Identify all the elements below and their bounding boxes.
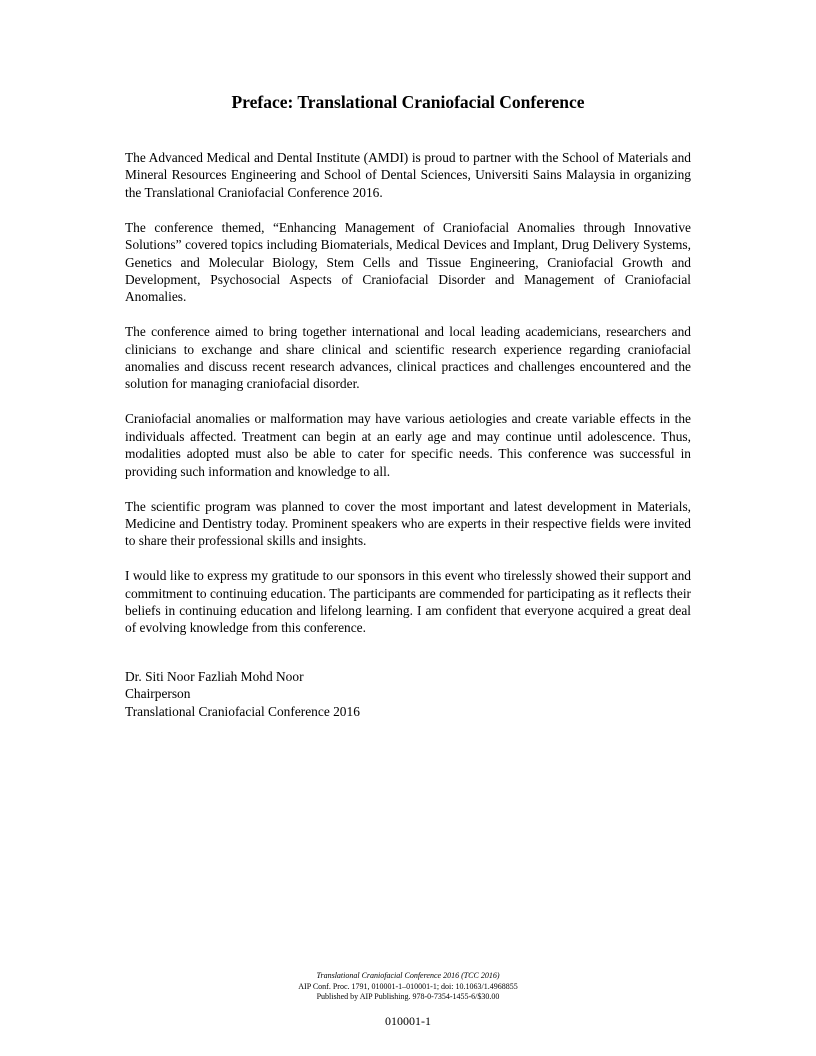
page-number: 010001-1 [385, 1014, 431, 1028]
page-title: Preface: Translational Craniofacial Conference [231, 92, 585, 112]
footer-citation: AIP Conf. Proc. 1791, 010001-1–010001-1; doi: 10.1063/1.4968855 [298, 981, 518, 991]
paragraph-anomalies: Craniofacial anomalies or malformation may have various aetiologies and create variable effects in the individuals affected. Treatment can begin at an early age and may continue until adolescence. Thus, modalities adopted must also be able to cater for specific needs. This conference was successful in providing such information and knowledge to all. [125, 411, 691, 479]
paragraph-themes: The conference themed, “Enhancing Management of Craniofacial Anomalies through Innovative Solutions” covered topics including Biomaterials, Medical Devices and Implant, Drug Delivery Systems, Genetics and Molecular Biology, Stem Cells and Tissue Engineering, Craniofacial Growth and Development, Psychosocial Aspects of Craniofacial Disorder and Management of Craniofacial Anomalies. [125, 219, 691, 305]
signature-organization: Translational Craniofacial Conference 2016 [125, 703, 360, 719]
preface-body [125, 149, 691, 654]
signature-role: Chairperson [125, 686, 191, 702]
paragraph-intro: The Advanced Medical and Dental Institute (AMDI) is proud to partner with the School of Materials and Mineral Resources Engineering and School of Dental Sciences, Universiti Sains Malaysia in organizing the Translational Craniofacial Conference 2016. [125, 150, 691, 200]
signature-block [125, 668, 360, 720]
paragraph-gratitude: I would like to express my gratitude to our sponsors in this event who tirelessly showed their support and commitment to continuing education. The participants are commended for participating as it reflects their beliefs in continuing education and lifelong learning. I am confident that everyone acquired a great deal of evolving knowledge from this conference. [125, 568, 691, 636]
paragraph-program: The scientific program was planned to cover the most important and latest development in Materials, Medicine and Dentistry today. Prominent speakers who are experts in their respective fields were invited to share their professional skills and insights. [125, 498, 691, 549]
paragraph-aims: The conference aimed to bring together international and local leading academicians, researchers and clinicians to exchange and share clinical and scientific research experience regarding craniofacial anomalies and discuss recent research advances, clinical practices and challenges encountered and the solution for managing craniofacial disorder. [125, 324, 691, 392]
footer-conference: Translational Craniofacial Conference 2016 (TCC 2016) [316, 971, 500, 980]
signature-name: Dr. Siti Noor Fazliah Mohd Noor [125, 669, 304, 684]
footer-publisher: Published by AIP Publishing. 978-0-7354-1455-6/$30.00 [316, 992, 500, 1001]
publication-footer [0, 971, 816, 1003]
